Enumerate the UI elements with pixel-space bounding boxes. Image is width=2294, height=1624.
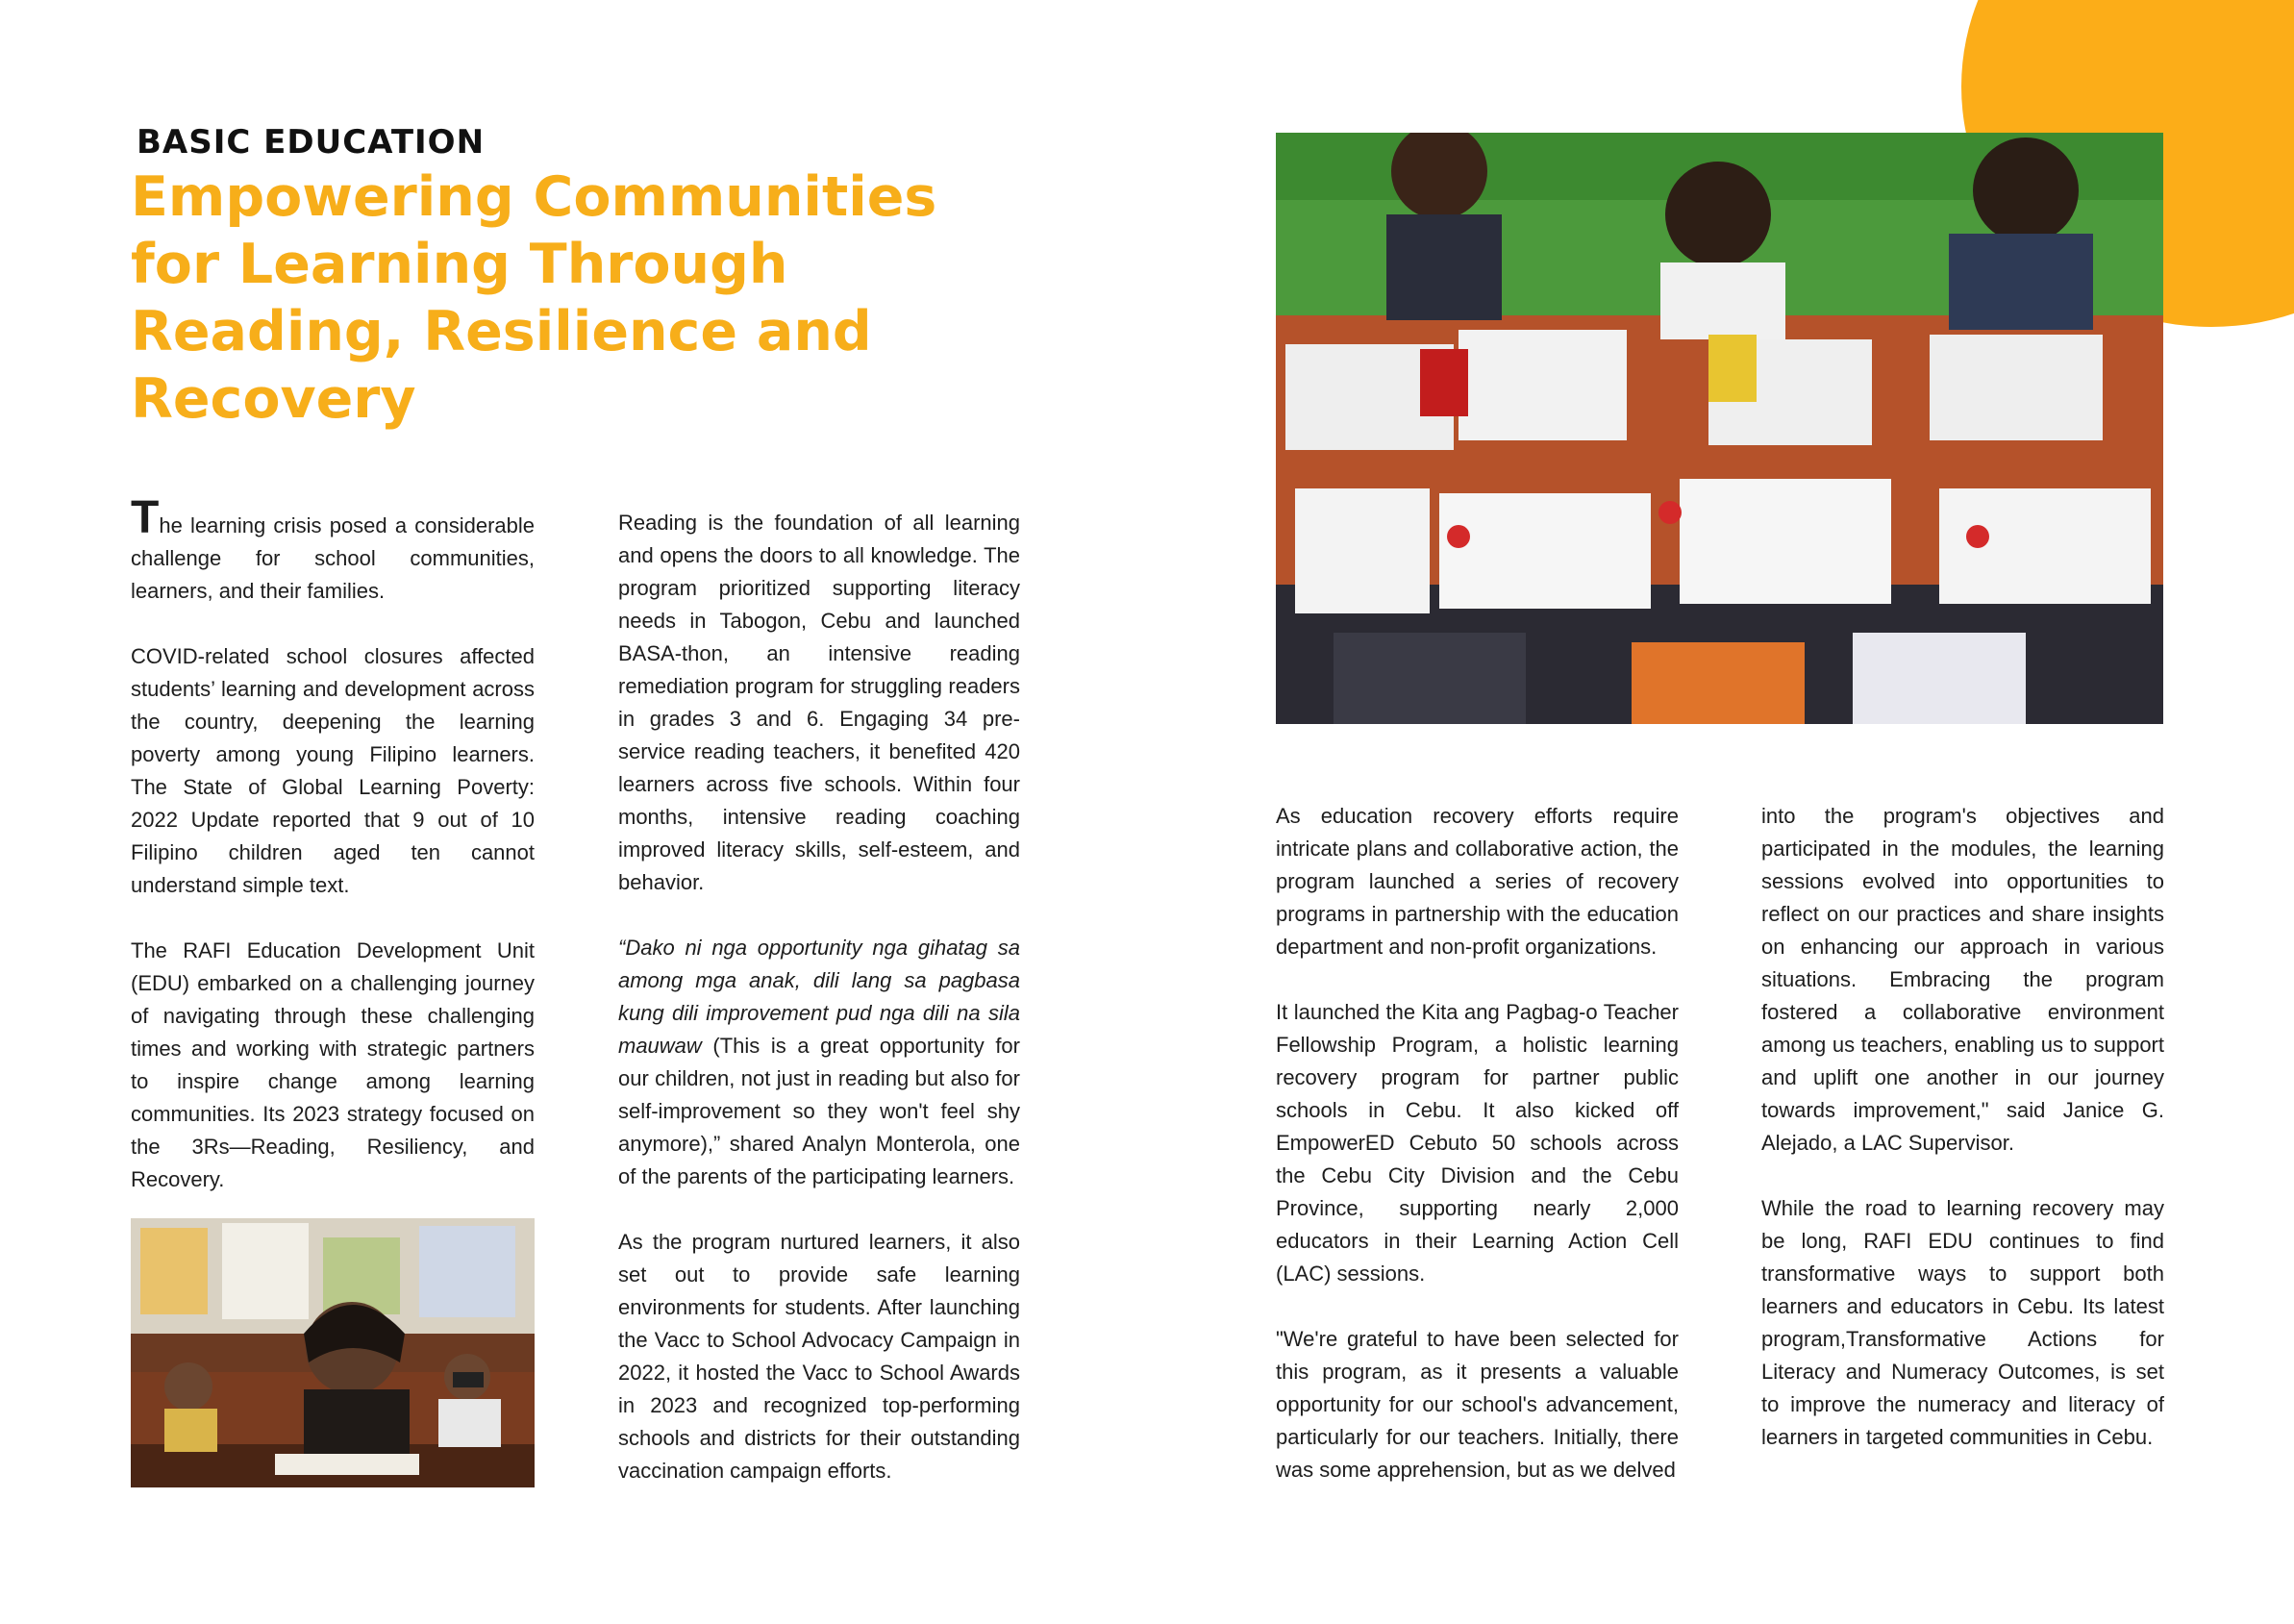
section-label: BASIC EDUCATION	[137, 123, 486, 162]
paragraph-recovery-programs: As education recovery efforts require intricate plans and collaborative action, the program launched a series of recovery programs in partnership with the education department and non-profit organizations.	[1276, 804, 1679, 959]
paragraph-vacc-to-school: As the program nurtured learners, it also set out to provide safe learning environments for students. After launching the Vacc to School Advocacy Campaign in 2022, it hosted the Vacc to School Awards in 2023 and recognized top-performing schools and districts for their outstanding vaccination campaign efforts.	[618, 1230, 1020, 1483]
page-title: Empowering Communities for Learning Through Reading, Resilience and Recovery	[131, 165, 937, 431]
column-1	[131, 492, 535, 1196]
paragraph-teacher-quote-end: into the program's objectives and participated in the modules, the learning sessions evolved into opportunities to reflect on our practices and share insights on enhancing our approach in various situations. Embracing the program fostered a collaborative environment among us teachers, enabling us to support and uplift one another in our journey towards improvement," said Janice G. Alejado, a LAC Supervisor.	[1761, 804, 2164, 1155]
paragraph-covid: COVID-related school closures affected students’ learning and development across the country, deepening the learning poverty among young Filipino learners. The State of Global Learning Poverty: 2022 Update reported that 9 out of 10 Filipino children aged ten cannot understand simple text.	[131, 644, 535, 897]
photo-classroom-workbooks	[1276, 133, 2163, 724]
paragraph-intro	[131, 492, 535, 608]
paragraph-parent-quote	[618, 932, 1020, 1193]
column-4	[1761, 800, 2164, 1454]
paragraph-closing: While the road to learning recovery may be long, RAFI EDU continues to find transformative ways to support both learners and educators in Cebu. Its latest program,Transformative Actions for Literacy and Numeracy Outcomes, is set to improve the numeracy and literacy of learners in targeted communities in Cebu.	[1761, 1196, 2164, 1449]
quote-translation: (This is a great opportunity for our children, not just in reading but also for self-improvement so they won't feel shy anymore),” shared Analyn Monterola, one of the parents of the participating learners.	[618, 1034, 1020, 1188]
column-2	[618, 507, 1020, 1487]
drop-cap: T	[131, 492, 160, 543]
column-3	[1276, 800, 1679, 1487]
quote-cebuano: “Dako ni nga opportunity nga gihatag sa among mga anak, dili lang sa pagbasa kung dili improvement pud nga dili na sila mauwaw	[618, 936, 1020, 1058]
paragraph-reading: Reading is the foundation of all learning and opens the doors to all knowledge. The program prioritized supporting literacy needs in Tabogon, Cebu and launched BASA-thon, an intensive reading remediation program for struggling readers in grades 3 and 6. Engaging 34 pre-service reading teachers, it benefited 420 learners across five schools. Within four months, intensive reading coaching improved literacy skills, self-esteem, and behavior.	[618, 511, 1020, 894]
paragraph-rafi-edu: The RAFI Education Development Unit (EDU) embarked on a challenging journey of navigating through these challenging times and working with strategic partners to inspire change among learning communities. Its 2023 strategy focused on the 3Rs—Reading, Resiliency, and Recovery.	[131, 938, 535, 1191]
paragraph-fellowship: It launched the Kita ang Pagbag-o Teacher Fellowship Program, a holistic learning recovery program for partner public schools in Cebu. It also kicked off EmpowerED Cebuto 50 schools across the Cebu City Division and the Cebu Province, supporting nearly 2,000 educators in their Learning Action Cell (LAC) sessions.	[1276, 1000, 1679, 1286]
paragraph-intro-text: he learning crisis posed a considerable challenge for school communities, learners, and their families.	[131, 513, 535, 603]
paragraph-teacher-quote-start: "We're grateful to have been selected for this program, as it presents a valuable opportunity for our school's advancement, particularly for our teachers. Initially, there was some apprehension, but as we delved	[1276, 1327, 1679, 1482]
photo-girl-reading	[131, 1218, 535, 1487]
